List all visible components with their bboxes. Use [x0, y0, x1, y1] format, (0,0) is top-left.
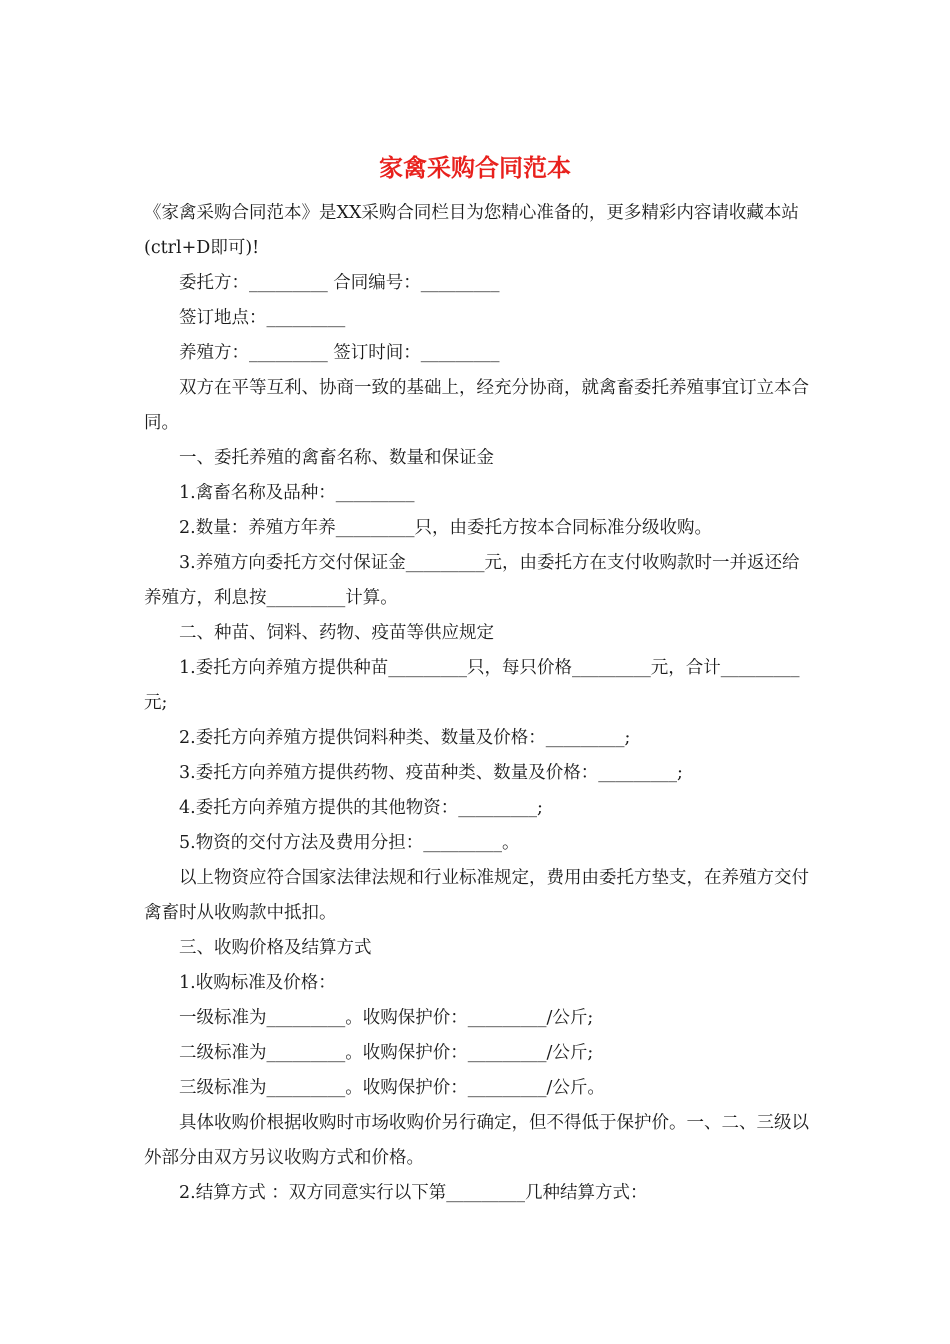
paragraph: 三级标准为_________。收购保护价：_________/公斤。: [179, 1078, 605, 1098]
paragraph: 养殖方：_________ 签订时间：_________: [179, 343, 500, 363]
paragraph: 4.委托方向养殖方提供的其他物资：_________;: [179, 798, 543, 818]
paragraph: 5.物资的交付方法及费用分担：_________。: [179, 833, 520, 853]
paragraph: 1.收购标准及价格：: [179, 973, 336, 993]
paragraph: 二、种苗、饲料、药物、疫苗等供应规定: [179, 623, 494, 643]
paragraph: 1.禽畜名称及品种：_________: [179, 483, 415, 503]
paragraph: 委托方：_________ 合同编号：_________: [179, 273, 500, 293]
paragraph: 双方在平等互利、协商一致的基础上，经充分协商，就禽畜委托养殖事宜订立本合同。: [144, 378, 809, 433]
paragraph: 一、委托养殖的禽畜名称、数量和保证金: [179, 448, 494, 468]
paragraph: 一级标准为_________。收购保护价：_________/公斤;: [179, 1008, 594, 1028]
paragraph: 3.养殖方向委托方交付保证金_________元，由委托方在支付收购款时一并返还给养殖方，利息按_________计算。: [144, 553, 800, 608]
paragraph: 以上物资应符合国家法律法规和行业标准规定，费用由委托方垫支，在养殖方交付禽畜时从收购款中抵扣。: [144, 868, 809, 923]
paragraph: 3.委托方向养殖方提供药物、疫苗种类、数量及价格：_________;: [179, 763, 683, 783]
paragraph: 签订地点：_________: [179, 308, 346, 328]
paragraph: 三、收购价格及结算方式: [179, 938, 372, 958]
paragraph: 《家禽采购合同范本》是XX采购合同栏目为您精心准备的，更多精彩内容请收藏本站(ctrl+D即可)!: [144, 203, 799, 258]
document-title: 家禽采购合同范本: [379, 153, 571, 182]
paragraph: 具体收购价根据收购时市场收购价另行确定，但不得低于保护价。一、二、三级以外部分由双方另议收购方式和价格。: [144, 1113, 809, 1168]
document-body: [144, 196, 809, 1211]
paragraph: 2.委托方向养殖方提供饲料种类、数量及价格：_________;: [179, 728, 631, 748]
paragraph: 1.委托方向养殖方提供种苗_________只，每只价格_________元，合计_________元;: [144, 658, 800, 713]
paragraph: 二级标准为_________。收购保护价：_________/公斤;: [179, 1043, 594, 1063]
paragraph: 2.结算方式 ：双方同意实行以下第_________几种结算方式：: [179, 1183, 648, 1203]
paragraph: 2.数量：养殖方年养_________只，由委托方按本合同标准分级收购。: [179, 518, 712, 538]
